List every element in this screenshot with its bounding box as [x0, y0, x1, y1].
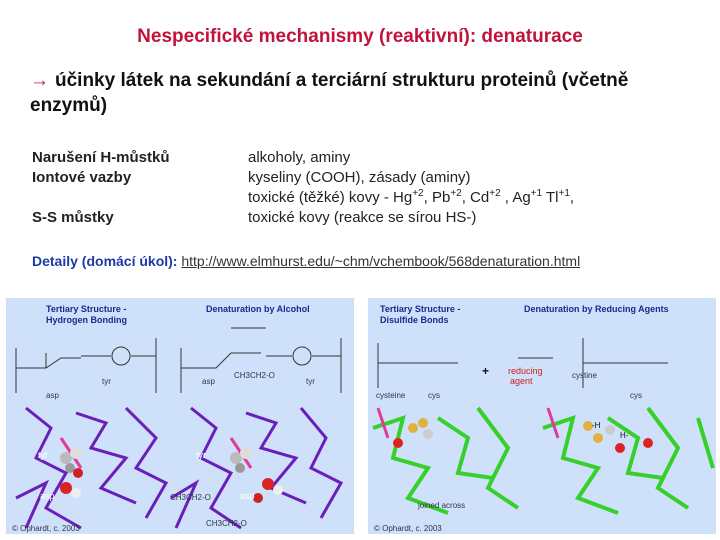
label-ionic-bonds: Iontové vazby [32, 169, 132, 186]
right-cysteine-label: cysteine [376, 391, 406, 400]
details-label: Detaily (domácí úkol): [32, 253, 178, 269]
left-asp-mol-2: asp [202, 377, 215, 386]
arrow-right-icon: → [30, 70, 49, 91]
right-title-1: Tertiary Structure - [380, 304, 461, 314]
subtitle-text: účinky látek na sekundání a terciární strukturu proteinů (včetně enzymů) [30, 70, 629, 116]
right-h-label: -H [592, 421, 601, 430]
left-title-2: Hydrogen Bonding [46, 315, 127, 325]
right-cys-label-1: cys [428, 391, 440, 400]
figure-right-drawing [368, 298, 716, 534]
left-title-3: Denaturation by Alcohol [206, 304, 310, 314]
left-ch3ch2o-2: CH3CH2-O [234, 371, 275, 380]
left-tyr-mol-2: tyr [306, 377, 315, 386]
left-copyright: © Ophardt, c. 2003 [12, 524, 80, 533]
category-labels [32, 148, 232, 228]
right-caption: joined across [418, 501, 466, 510]
right-title-3: Denaturation by Reducing Agents [524, 304, 669, 314]
details-line [32, 253, 712, 269]
agent-line-1: alkoholy, aminy [248, 149, 351, 166]
figure-reducing-agent-denaturation [368, 298, 716, 534]
left-ch3ch2o-3: CH3CH2-O [206, 519, 247, 528]
left-asp-1: asp [40, 491, 55, 501]
right-plus-sign: + [482, 364, 490, 378]
slide-subtitle [30, 68, 690, 118]
agent-line-4: toxické kovy (reakce se sírou HS-) [248, 209, 477, 226]
left-asp-mol-1: asp [46, 391, 59, 400]
right-cystine-label: cystine [572, 371, 597, 380]
right-copyright: © Ophardt, c. 2003 [374, 524, 442, 533]
right-cys-label-2: cys [630, 391, 642, 400]
right-h-label-2: H- [620, 431, 629, 440]
agent-line-2: kyseliny (COOH), zásady (aminy) [248, 169, 471, 186]
details-link[interactable]: http://www.elmhurst.edu/~chm/vchembook/568denaturation.html [181, 253, 581, 269]
slide-title: Nespecifické mechanismy (reaktivní): denaturace [137, 26, 583, 47]
left-tyr-2: tyr [196, 450, 206, 460]
agent-line-3: toxické (těžké) kovy - $Hg^{+2}$, $Pb^{+2}$, $Cd^{+2}$ , $Ag^{+1}$ $Tl^{+1}$, [248, 188, 575, 206]
left-ch3ch2o: CH3CH2-O [170, 493, 211, 502]
left-tyr-1: tyr [38, 450, 48, 460]
label-ss-bridges: S-S můstky [32, 209, 114, 226]
left-title-1: Tertiary Structure - [46, 304, 127, 314]
label-h-bonds: Narušení H-můstků [32, 149, 170, 166]
figure-alcohol-denaturation [6, 298, 354, 534]
agent-list [248, 148, 708, 228]
right-agent-label: agent [510, 376, 533, 386]
right-title-2: Disulfide Bonds [380, 315, 449, 325]
left-asp-2: asp [240, 491, 255, 501]
right-reducing-label: reducing [508, 366, 543, 376]
left-tyr-mol-1: tyr [102, 377, 111, 386]
